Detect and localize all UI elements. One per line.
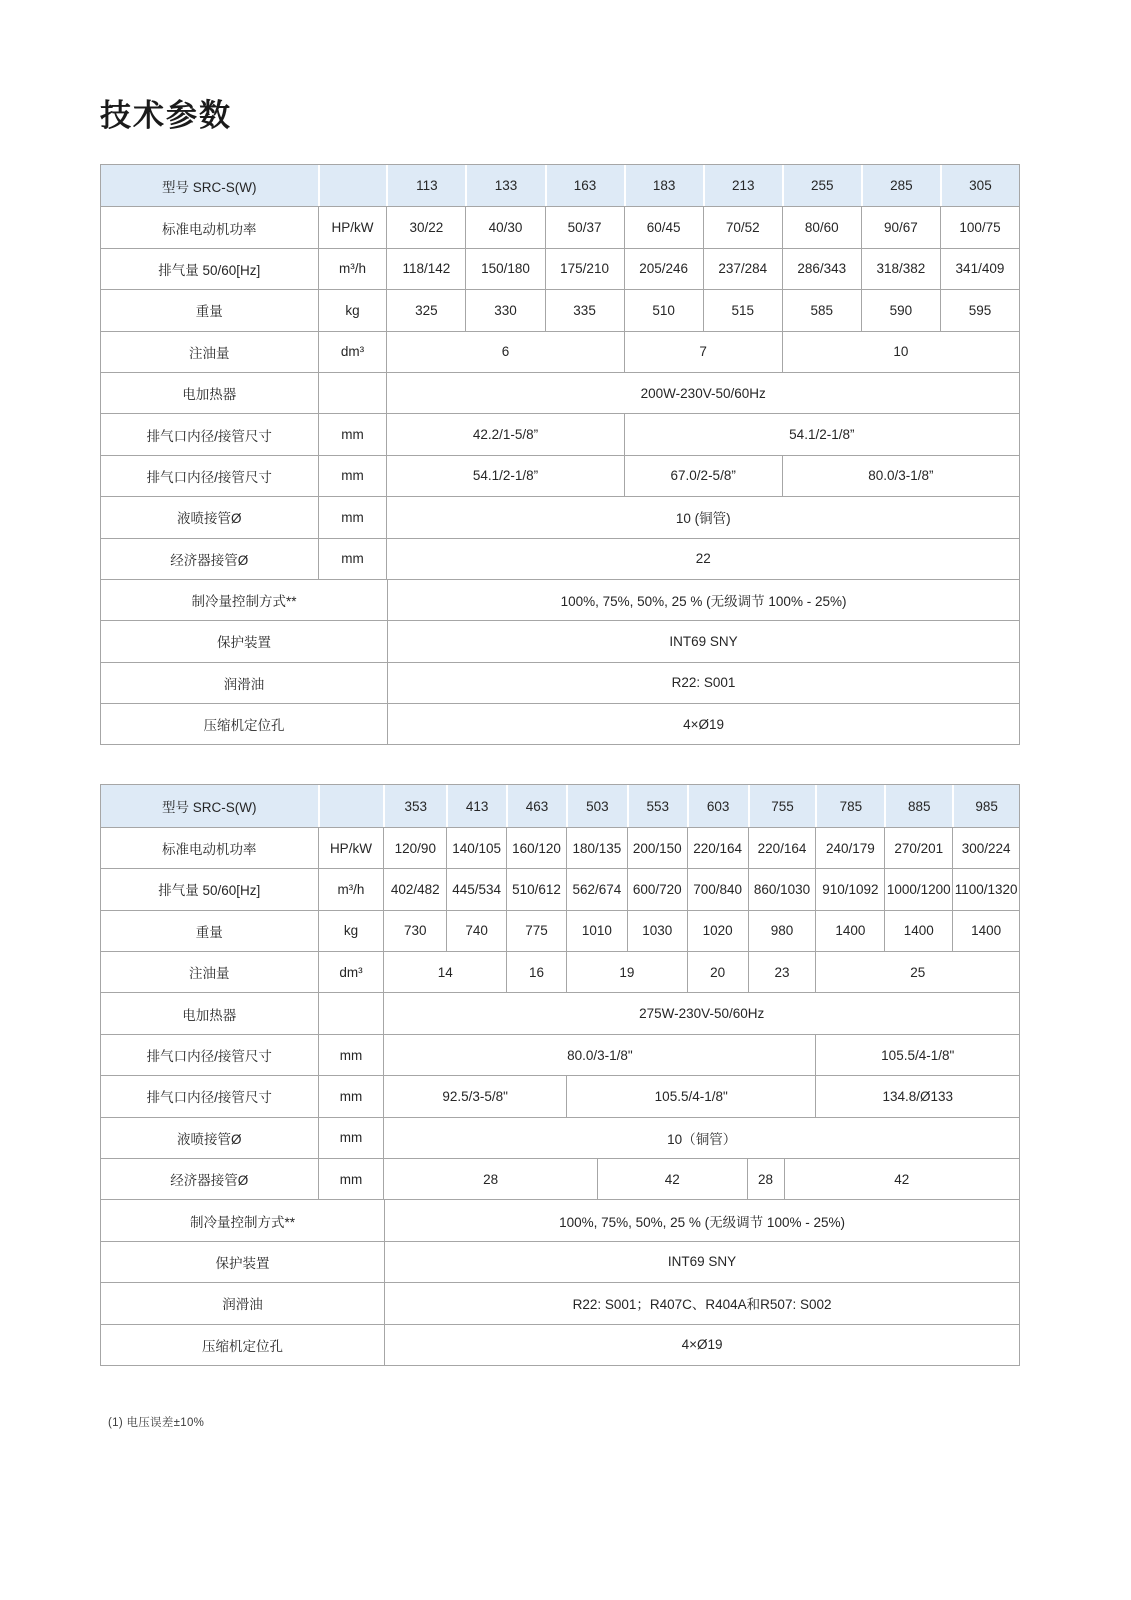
unit-cell: dm³ bbox=[318, 952, 384, 992]
value-cell: 220/164 bbox=[687, 828, 748, 868]
model-header-cell: 113 bbox=[386, 165, 465, 206]
value-cell: 585 bbox=[782, 290, 861, 330]
value-cell: R22: S001 bbox=[387, 663, 1019, 703]
unit-cell bbox=[318, 373, 387, 413]
spec-row bbox=[101, 206, 1019, 247]
value-cell: 60/45 bbox=[624, 207, 703, 247]
value-cell: 335 bbox=[545, 290, 624, 330]
spec-label: 标准电动机功率 bbox=[162, 842, 257, 858]
value-cell: 1400 bbox=[952, 911, 1019, 951]
model-header-cell: 553 bbox=[627, 785, 687, 826]
value-cell: 4×Ø19 bbox=[387, 704, 1019, 744]
value-cell: 30/22 bbox=[386, 207, 465, 247]
header-row bbox=[101, 165, 1019, 206]
value-cell: 54.1/2-1/8” bbox=[386, 456, 623, 496]
value-cell: 10（铜管） bbox=[383, 1118, 1019, 1158]
value-cell: 140/105 bbox=[446, 828, 506, 868]
model-series-label: 型号 SRC-S(W) bbox=[162, 800, 257, 816]
unit-cell: HP/kW bbox=[318, 828, 384, 868]
spec-row bbox=[101, 538, 1019, 579]
spec-label: 标准电动机功率 bbox=[162, 221, 257, 237]
spec-row bbox=[101, 372, 1019, 413]
unit-cell: mm bbox=[318, 414, 387, 454]
value-cell: 275W-230V-50/60Hz bbox=[383, 993, 1019, 1033]
value-cell: 70/52 bbox=[703, 207, 782, 247]
spec-label: 制冷量控制方式** bbox=[190, 1214, 296, 1230]
model-header-cell: 133 bbox=[465, 165, 544, 206]
value-cell: 515 bbox=[703, 290, 782, 330]
model-header-cell: 985 bbox=[952, 785, 1019, 826]
value-cell: 1400 bbox=[884, 911, 952, 951]
unit-cell: mm bbox=[318, 1159, 384, 1199]
model-header-cell: 285 bbox=[861, 165, 940, 206]
model-header-cell: 183 bbox=[624, 165, 703, 206]
spec-row bbox=[101, 1075, 1019, 1116]
value-cell: 118/142 bbox=[386, 249, 465, 289]
model-header-cell: 413 bbox=[446, 785, 506, 826]
model-header-cell: 163 bbox=[545, 165, 624, 206]
spec-row bbox=[101, 496, 1019, 537]
model-header-cell: 503 bbox=[566, 785, 627, 826]
footnote: (1) 电压误差±10% bbox=[108, 1416, 205, 1429]
spec-row bbox=[101, 1117, 1019, 1158]
unit-cell: kg bbox=[318, 290, 387, 330]
value-cell: 980 bbox=[748, 911, 816, 951]
model-header-cell: 353 bbox=[383, 785, 446, 826]
value-cell: 50/37 bbox=[545, 207, 624, 247]
value-cell: 180/135 bbox=[566, 828, 627, 868]
value-cell: 590 bbox=[861, 290, 940, 330]
value-cell: INT69 SNY bbox=[384, 1242, 1019, 1282]
spec-label: 排气量 50/60[Hz] bbox=[158, 262, 261, 278]
value-cell: 42 bbox=[597, 1159, 747, 1199]
value-cell: 200W-230V-50/60Hz bbox=[386, 373, 1019, 413]
value-cell: 595 bbox=[940, 290, 1019, 330]
spec-label: 注油量 bbox=[189, 345, 230, 361]
spec-label: 重量 bbox=[195, 304, 223, 320]
value-cell: 341/409 bbox=[940, 249, 1019, 289]
spec-row bbox=[101, 1241, 1019, 1282]
unit-cell: mm bbox=[318, 456, 387, 496]
header-row bbox=[101, 785, 1019, 826]
spec-label: 保护装置 bbox=[217, 635, 272, 651]
value-cell: 100/75 bbox=[940, 207, 1019, 247]
value-cell: 775 bbox=[506, 911, 566, 951]
model-series-label: 型号 SRC-S(W) bbox=[162, 179, 257, 195]
value-cell: 860/1030 bbox=[748, 869, 816, 909]
value-cell: R22: S001；R407C、R404A和R507: S002 bbox=[384, 1283, 1019, 1323]
value-cell: 700/840 bbox=[687, 869, 748, 909]
value-cell: 16 bbox=[506, 952, 566, 992]
unit-cell: m³/h bbox=[318, 249, 387, 289]
value-cell: 80/60 bbox=[782, 207, 861, 247]
value-cell: 100%, 75%, 50%, 25 % (无级调节 100% - 25%) bbox=[387, 580, 1019, 620]
unit-header-cell bbox=[318, 785, 384, 826]
spec-label: 排气口内径/接管尺寸 bbox=[146, 428, 272, 444]
spec-row bbox=[101, 1199, 1019, 1240]
value-cell: 40/30 bbox=[465, 207, 544, 247]
spec-row bbox=[101, 868, 1019, 909]
spec-label: 液喷接管Ø bbox=[177, 1131, 242, 1147]
value-cell: 20 bbox=[687, 952, 748, 992]
value-cell: 23 bbox=[748, 952, 816, 992]
model-header-cell: 213 bbox=[703, 165, 782, 206]
value-cell: 19 bbox=[566, 952, 687, 992]
model-header-cell: 305 bbox=[940, 165, 1019, 206]
value-cell: 150/180 bbox=[465, 249, 544, 289]
value-cell: 4×Ø19 bbox=[384, 1325, 1019, 1365]
value-cell: 1030 bbox=[627, 911, 687, 951]
spec-row bbox=[101, 703, 1019, 744]
spec-row bbox=[101, 620, 1019, 661]
value-cell: 105.5/4-1/8" bbox=[815, 1035, 1019, 1075]
value-cell: 600/720 bbox=[627, 869, 687, 909]
spec-row bbox=[101, 910, 1019, 951]
value-cell: 1100/1320 bbox=[952, 869, 1019, 909]
value-cell: 80.0/3-1/8" bbox=[383, 1035, 815, 1075]
value-cell: 510 bbox=[624, 290, 703, 330]
value-cell: 80.0/3-1/8” bbox=[782, 456, 1019, 496]
model-header-cell: 885 bbox=[884, 785, 952, 826]
spec-label: 保护装置 bbox=[215, 1255, 270, 1271]
value-cell: 105.5/4-1/8" bbox=[566, 1076, 815, 1116]
spec-label: 排气口内径/接管尺寸 bbox=[146, 1049, 272, 1064]
spec-row bbox=[101, 413, 1019, 454]
spec-label: 排气口内径/接管尺寸 bbox=[146, 1090, 272, 1106]
value-cell: 562/674 bbox=[566, 869, 627, 909]
value-cell: 42.2/1-5/8” bbox=[386, 414, 623, 454]
value-cell: 28 bbox=[383, 1159, 597, 1199]
unit-cell: HP/kW bbox=[318, 207, 387, 247]
value-cell: 28 bbox=[747, 1159, 784, 1199]
value-cell: 200/150 bbox=[627, 828, 687, 868]
unit-cell: kg bbox=[318, 911, 384, 951]
spec-label: 经济器接管Ø bbox=[170, 552, 249, 568]
spec-row bbox=[101, 1034, 1019, 1075]
unit-cell bbox=[318, 993, 384, 1033]
page-title: 技术参数 bbox=[100, 98, 232, 133]
value-cell: 42 bbox=[784, 1159, 1019, 1199]
spec-row bbox=[101, 248, 1019, 289]
value-cell: 205/246 bbox=[624, 249, 703, 289]
value-cell: 1010 bbox=[566, 911, 627, 951]
spec-table-1 bbox=[100, 164, 1020, 745]
spec-label: 液喷接管Ø bbox=[177, 511, 242, 527]
value-cell: 286/343 bbox=[782, 249, 861, 289]
value-cell: 1020 bbox=[687, 911, 748, 951]
value-cell: 1000/1200 bbox=[884, 869, 952, 909]
spec-label: 润滑油 bbox=[222, 1297, 263, 1313]
unit-cell: mm bbox=[318, 1035, 384, 1075]
unit-cell: mm bbox=[318, 1076, 384, 1116]
unit-cell: m³/h bbox=[318, 869, 384, 909]
model-header-cell: 255 bbox=[782, 165, 861, 206]
value-cell: 910/1092 bbox=[815, 869, 884, 909]
spec-row bbox=[101, 951, 1019, 992]
value-cell: 134.8/Ø133 bbox=[815, 1076, 1019, 1116]
value-cell: 160/120 bbox=[506, 828, 566, 868]
unit-cell: mm bbox=[318, 497, 387, 537]
value-cell: INT69 SNY bbox=[387, 621, 1019, 661]
value-cell: 330 bbox=[465, 290, 544, 330]
unit-cell: mm bbox=[318, 1118, 384, 1158]
spec-label: 电加热器 bbox=[182, 387, 237, 403]
value-cell: 175/210 bbox=[545, 249, 624, 289]
model-header-cell: 603 bbox=[687, 785, 748, 826]
value-cell: 740 bbox=[446, 911, 506, 951]
model-header-cell: 785 bbox=[815, 785, 884, 826]
value-cell: 300/224 bbox=[952, 828, 1019, 868]
spec-label: 电加热器 bbox=[182, 1007, 237, 1023]
value-cell: 100%, 75%, 50%, 25 % (无级调节 100% - 25%) bbox=[384, 1200, 1019, 1240]
value-cell: 7 bbox=[624, 332, 782, 372]
spec-row bbox=[101, 579, 1019, 620]
value-cell: 318/382 bbox=[861, 249, 940, 289]
spec-row bbox=[101, 1324, 1019, 1365]
value-cell: 402/482 bbox=[383, 869, 446, 909]
spec-label: 压缩机定位孔 bbox=[203, 718, 285, 734]
value-cell: 10 (铜管) bbox=[386, 497, 1019, 537]
value-cell: 220/164 bbox=[748, 828, 816, 868]
value-cell: 54.1/2-1/8” bbox=[624, 414, 1019, 454]
value-cell: 240/179 bbox=[815, 828, 884, 868]
spec-row bbox=[101, 662, 1019, 703]
spec-label: 制冷量控制方式** bbox=[191, 594, 297, 610]
spec-label: 润滑油 bbox=[223, 676, 265, 692]
spec-row bbox=[101, 1282, 1019, 1323]
unit-cell: mm bbox=[318, 539, 387, 579]
value-cell: 22 bbox=[386, 539, 1019, 579]
spec-row bbox=[101, 455, 1019, 496]
value-cell: 67.0/2-5/8” bbox=[624, 456, 782, 496]
spec-row bbox=[101, 992, 1019, 1033]
value-cell: 730 bbox=[383, 911, 446, 951]
spec-label: 压缩机定位孔 bbox=[202, 1338, 284, 1354]
value-cell: 1400 bbox=[815, 911, 884, 951]
value-cell: 92.5/3-5/8" bbox=[383, 1076, 566, 1116]
unit-cell: dm³ bbox=[318, 332, 387, 372]
value-cell: 25 bbox=[815, 952, 1019, 992]
value-cell: 14 bbox=[383, 952, 506, 992]
value-cell: 510/612 bbox=[506, 869, 566, 909]
value-cell: 445/534 bbox=[446, 869, 506, 909]
spec-row bbox=[101, 827, 1019, 868]
value-cell: 270/201 bbox=[884, 828, 952, 868]
value-cell: 6 bbox=[386, 332, 623, 372]
value-cell: 90/67 bbox=[861, 207, 940, 247]
model-header-cell: 755 bbox=[748, 785, 816, 826]
spec-row bbox=[101, 289, 1019, 330]
spec-label: 经济器接管Ø bbox=[170, 1173, 249, 1189]
spec-table-2 bbox=[100, 784, 1020, 1365]
value-cell: 237/284 bbox=[703, 249, 782, 289]
spec-label: 重量 bbox=[195, 924, 223, 940]
unit-header-cell bbox=[318, 165, 387, 206]
spec-row bbox=[101, 331, 1019, 372]
value-cell: 325 bbox=[386, 290, 465, 330]
spec-label: 排气量 50/60[Hz] bbox=[158, 883, 261, 899]
model-header-cell: 463 bbox=[506, 785, 566, 826]
spec-label: 排气口内径/接管尺寸 bbox=[146, 469, 272, 485]
spec-row bbox=[101, 1158, 1019, 1199]
value-cell: 10 bbox=[782, 332, 1019, 372]
value-cell: 120/90 bbox=[383, 828, 446, 868]
spec-label: 注油量 bbox=[189, 966, 230, 982]
